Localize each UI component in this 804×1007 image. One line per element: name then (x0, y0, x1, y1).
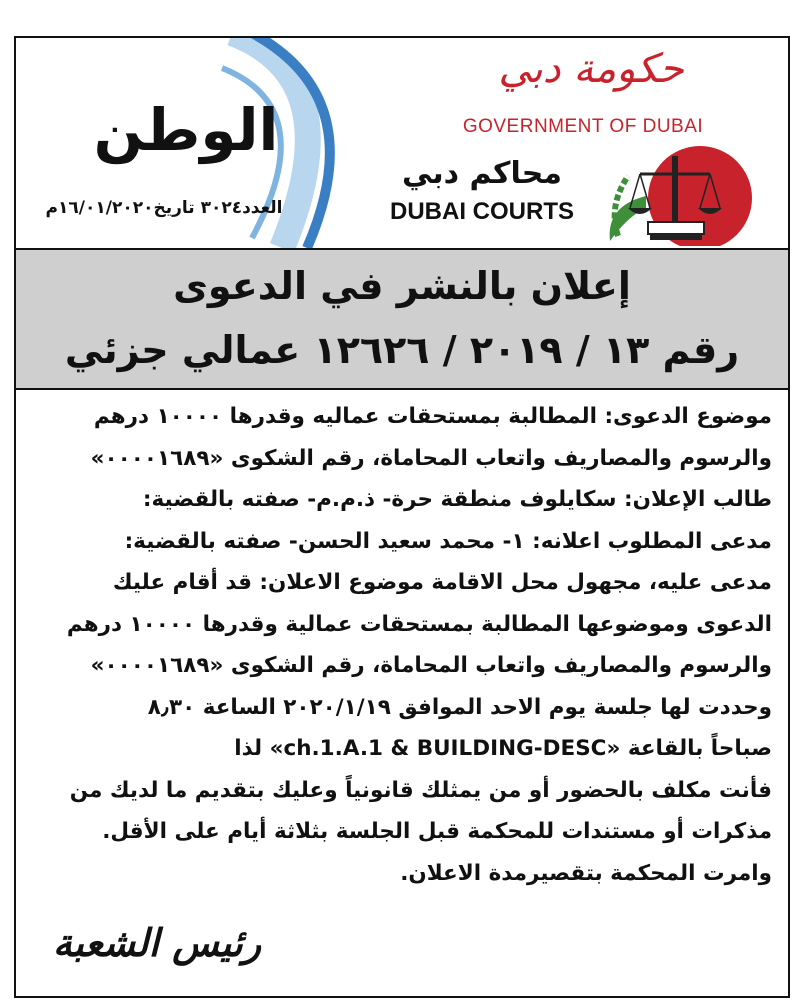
body-line: موضوع الدعوى: المطالبة بمستحقات عماليه وقدرها ١٠٠٠٠ درهم (93, 404, 772, 429)
body-line: الدعوى وموضوعها المطالبة بمستحقات عمالية وقدرها ١٠٠٠٠ درهم (66, 611, 772, 637)
government-of-dubai-logo-english: GOVERNMENT OF DUBAI (462, 116, 704, 137)
notice-title-band (16, 248, 788, 390)
notice-body (32, 396, 772, 894)
ad-header (16, 38, 788, 248)
newspaper-title: الوطن (93, 96, 279, 164)
body-line: مدعى المطلوب اعلانه: ١- محمد سعيد الحسن- صفته بالقضية: (124, 528, 772, 554)
signature-chief-of-division: رئيس الشعبة (52, 920, 262, 965)
case-number: رقم ١٣ / ٢٠١٩ / ١٢٦٢٦ عمالي جزئي (64, 328, 740, 372)
body-line: فأنت مكلف بالحضور أو من يمثلك قانونياً وعليك بتقديم ما لديك من (69, 777, 772, 803)
body-line: طالب الإعلان: سكايلوف منطقة حرة- ذ.م.م- صفته بالقضية: (142, 487, 772, 512)
government-of-dubai-logo-arabic: حكومة دبي (498, 46, 684, 92)
dubai-courts-emblem-icon (588, 146, 766, 246)
body-line: وحددت لها جلسة يوم الاحد الموافق ٢٠٢٠/١/١٩ الساعة ٨٫٣٠ (147, 694, 772, 720)
body-line: مذكرات أو مستندات للمحكمة قبل الجلسة بثلاثة أيام على الأقل. (102, 819, 772, 844)
body-line: صباحاً بالقاعة «ch.1.A.1 & BUILDING-DESC» لذا (234, 736, 772, 761)
dubai-courts-arabic: محاكم دبي (402, 156, 562, 191)
body-line: مدعى عليه، مجهول محل الاقامة موضوع الاعلان: قد أقام عليك (112, 570, 772, 595)
dubai-courts-english: DUBAI COURTS (390, 198, 574, 225)
body-line: وامرت المحكمة بتقصيرمدة الاعلان. (400, 860, 772, 886)
body-line: والرسوم والمصاريف واتعاب المحاماة، رقم الشكوى «٠٠٠٠١٦٨٩» (90, 445, 772, 471)
notice-title: إعلان بالنشر في الدعوى (173, 264, 631, 308)
advertisement-frame (14, 36, 790, 998)
body-line: والرسوم والمصاريف واتعاب المحاماة، رقم الشكوى «٠٠٠٠١٦٨٩» (90, 653, 772, 678)
issue-number-date: العدد٣٠٢٤ تاريخ١٦/٠١/٢٠٢٠م (45, 198, 283, 218)
